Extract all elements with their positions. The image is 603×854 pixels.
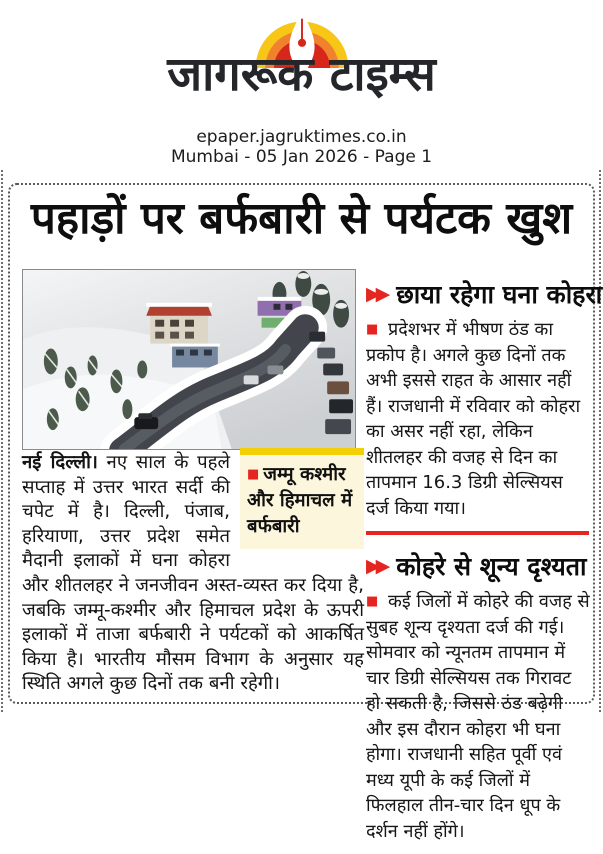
red-divider-rule: [366, 531, 589, 535]
sidebar-briefs-column: [366, 277, 603, 854]
body-text: नए साल के पहले सप्ताह में उत्तर भारत सर्दी की चपेट में है। दिल्ली, पंजाब, हरियाणा, उत्तर प्रदेश समेत मैदानी इलाकों में घना कोहरा और शीतलहर ने जनजीवन अस्त-व्यस्त कर दिया है, जबकि जम्मू-कश्मीर और हिमाचल प्रदेश के ऊपरी इलाकों में ताजा बर्फबारी ने पर्यटकों को आकर्षित किया है। भारतीय मौसम विभाग के अनुसार यह स्थिति अगले कुछ दिनों तक बनी रहेगी।: [22, 452, 364, 695]
brief-1-body: [366, 317, 591, 521]
brief-2-text: कई जिलों में कोहरे की वजह से सुबह शून्य दृश्यता दर्ज की गई। सोमवार को न्यूनतम तापमान में चार डिग्री सेल्सियस तक गिरावट हो सकती है, जिससे ठंड बढ़ेगी और इस दौरान कोहरा भी घना होगा। राजधानी सहित पूर्वी एवं मध्य यूपी के कई जिलों में फिलहाल तीन-चार दिन धूप के दर्शन नहीं होंगे।: [366, 591, 590, 842]
brief-2-body: [366, 589, 591, 844]
left-page-edge-border: [1, 170, 3, 712]
brief-zero-visibility: [366, 549, 591, 844]
brief-1-title: छाया रहेगा घना कोहरा: [396, 280, 603, 309]
brief-1-header: [366, 277, 603, 311]
red-square-bullet-icon: ■: [366, 594, 379, 609]
brief-2-title: कोहरे से शून्य दृश्यता: [396, 552, 587, 581]
right-page-edge-border: [599, 170, 601, 712]
snow-scene-graphic: [23, 270, 355, 449]
brief-dense-fog: [366, 277, 603, 521]
brief-1-text: प्रदेशभर में भीषण ठंड का प्रकोप है। अगले कुछ दिनों तक अभी इससे राहत के आसार नहीं हैं। राजधानी में रविवार को कोहरा का असर नहीं रहा, लेकिन शीतलहर की वजह से दिन का तापमान 16.3 डिग्री सेल्सियस दर्ज किया गया।: [366, 319, 581, 519]
photo-caption-box: [240, 448, 364, 549]
news-article-frame: [8, 183, 603, 842]
red-square-bullet-icon: ■: [247, 467, 260, 482]
dateline: नई दिल्ली।: [22, 452, 98, 473]
photo-caption-text: जम्मू कश्मीर और हिमाचल में बर्फबारी: [247, 464, 353, 537]
snowfall-road-photo: [22, 269, 356, 450]
newspaper-logo-title: जागरूक टाइम्स: [167, 47, 436, 102]
epaper-website-link[interactable]: epaper.jagruktimes.co.in: [196, 127, 407, 147]
brief-2-header: [366, 549, 591, 583]
double-right-arrow-icon: ▶▶: [366, 554, 386, 577]
edition-date-page: Mumbai - 05 Jan 2026 - Page 1: [170, 147, 433, 167]
article-body: [22, 451, 364, 697]
article-headline: पहाड़ों पर बर्फबारी से पर्यटक खुश: [30, 193, 573, 244]
red-square-bullet-icon: ■: [366, 322, 379, 337]
double-right-arrow-icon: ▶▶: [366, 282, 386, 305]
masthead: [0, 0, 603, 176]
